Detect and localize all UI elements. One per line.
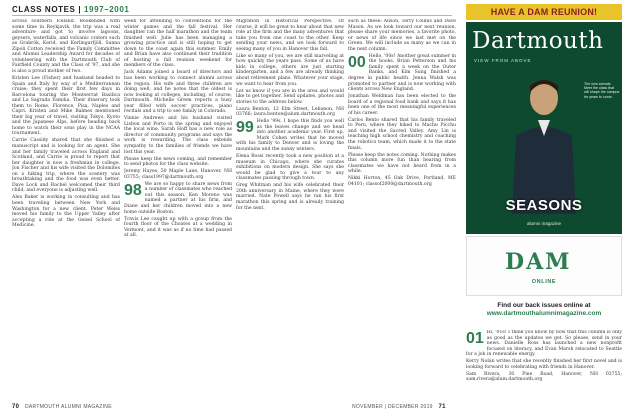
class-note-paragraph: Alex Baker is working in consulting and has been traveling between New York and Washington for a new client. Peter Weiss moved his family to the Upper Valley after accepting a role at the Geisel School of Medicine.: [12, 195, 120, 229]
footer-left: [12, 404, 112, 410]
section-years: 1997–2001: [84, 5, 130, 14]
text-column-2: [124, 19, 232, 397]
class-note-paragraph: Jack Adams joined a board of directors and has been working to connect alumni across the region. His wife and three children are doing well, and he notes that the oldest is now looking at colleges, including, of course, Dartmouth. Michelle Green reports a busy year filled with soccer practices, piano recitals and a trip to see family in Colorado.: [124, 70, 232, 115]
class-year-numeral: 99: [236, 119, 254, 137]
header-rule: [12, 15, 452, 16]
class-note-paragraph: Sam Rivera, 30 Pine Road, Hanover, NH 03755; sam.rivera@alum.dartmouth.org: [466, 371, 622, 383]
page-number-right: 71: [438, 404, 446, 410]
dam-online-logo-box[interactable]: [466, 236, 622, 296]
class-note-paragraph: week for attending to conventions for the winter games and the fall festival. Her daughter ran the half marathon and the team finished well. Julie has been managing a growing practice and is still hoping to get down to the coast again this summer. Emily and Brian have also continued their tradition of hosting a fall reunion weekend for members of the class.: [124, 19, 232, 69]
text-column-5: [466, 330, 622, 402]
class-note-paragraph: Elena Rossi recently took a new position at a museum in Chicago, where she curates exhibitions on modern design. She says she would be glad to give a tour to any classmates passing through town.: [236, 154, 344, 182]
back-issues-text: Find our back issues online at: [497, 302, 591, 309]
cover-headline: SEASONS: [505, 197, 583, 214]
advertisement: [462, 0, 626, 420]
class-note-paragraph: Hello '99s, I hope this finds you well as the leaves change and we head into another academic year. First up, Mark Cohen writes that he moved with his family to Denver and is loving the mountains and the sunny winters.: [236, 119, 344, 153]
section-name: CLASS NOTES: [12, 5, 76, 14]
class-note-paragraph: Travis Lee caught up with a group from the fourth floor of the Choates at a wedding in Vermont, and it was as if no time had passed at all.: [124, 216, 232, 239]
section-separator: |: [78, 5, 84, 14]
class-note-paragraph: Carrie Cassidy shared that she finished a manuscript and is looking for an agent. She and her family traveled across England and Scotland, and Carrie is proud to report that her daughter is now a freshman in college. Jon Fischer and his wife visited the Dolomites on a hiking trip, where the scenery was breathtaking and the food was even better. Dave Lock and Rachel welcomed their third child, and everyone is adjusting well.: [12, 138, 120, 194]
back-issues-url[interactable]: www.dartmouthalumnimagazine.com: [486, 310, 602, 317]
class-note-paragraph: Greg Whitman and his wife celebrated their 20th anniversary in Maine, where they were married. Nate Powell says he ran his first marathon this spring and is already training for the next.: [236, 183, 344, 211]
class-year-numeral: 01: [466, 330, 484, 347]
cover-subtitle: VIEW FROM ABOVE: [474, 58, 532, 63]
class-note-paragraph: Migration in Historical Perspective. Of course, it will be great to hear about that new role at the firm and the many adventures that take you from one coast to the other. Keep sending your news, and we look forward to seeing many of you in Hanover this fall.: [236, 19, 344, 52]
footer-publication: DARTMOUTH ALUMNI MAGAZINE: [24, 404, 112, 410]
class-note-paragraph: Carlos Bento shared that his family traveled to Peru, where they hiked to Machu Picchu and visited the Sacred Valley. Amy Lin is teaching high school chemistry and coaching the robotics team, which made it to the state finals.: [348, 117, 456, 151]
class-note-paragraph: Like so many of you, we are still marveling at how quickly the years pass. Some of us have kids in college, others are just starting kindergarten, and a few are already thinking about retirement plans. Whatever your stage, we want to hear from you.: [236, 53, 344, 87]
cover-tagline: alumni magazine: [526, 221, 562, 226]
cover-figure-illustration: [504, 74, 584, 214]
class-note-paragraph: Kerry Nolan writes that she recently finished her first novel and is looking forward to celebrating with friends in Hanover.: [466, 359, 622, 370]
magazine-cover[interactable]: [466, 22, 622, 234]
footer-issue-date: NOVEMBER | DECEMBER 2019: [352, 404, 433, 410]
dam-logo: DAM: [505, 249, 572, 275]
section-title: [12, 5, 129, 14]
class-note-paragraph: Kristen Lee (Fisher) and husband headed to Spain and Italy by way of a Mediterranean cruise; they spent their first few days in Barcelona touring the Montserrat Basilica and La Sagrada Familia. Their itinerary took them to Rome, Florence, Pisa, Naples and Capri. Kristen and Mike Balmes mentioned their big year of travel, visiting Tokyo, Kyoto and the Japanese Alps, before heading back home to watch their sons play in the NCAA tournament.: [12, 75, 120, 137]
class-note-paragraph: Vinnie Andrews and his husband visited Lisbon and Porto in the spring and enjoyed the local wine. Sarah Hoff has a new role as director of community programs and says the work is rewarding. The class extends sympathy to the families of friends we have lost this year.: [124, 116, 232, 155]
class-note-paragraph: Jonathan Weldman has been elected to the board of a regional food bank and says it has been one of the most meaningful experiences of his career.: [348, 94, 456, 116]
class-note-paragraph: Please keep the news coming, and remember to send photos for the class website.: [124, 156, 232, 168]
back-issues-callout: [466, 298, 622, 324]
class-note-paragraph: Let us know if you are in the area and would like to get together. Send updates, photos and stories to the address below.: [236, 88, 344, 105]
class-note-paragraph: Please keep the notes coming. Nothing makes this column more fun than hearing from classmates we have not heard from in a while.: [348, 152, 456, 175]
text-column-1: [12, 19, 120, 397]
class-note-paragraph: Hi, '01s! I think you know by now that this column is only as good as the updates we get. So please, send in your news. Danielle Ross has launched a new nonprofit focused on literacy, and Evan Marsh relocated to Seattle for a job in renewable energy.: [466, 330, 622, 358]
page-number-left: 70: [12, 404, 20, 410]
class-note-paragraph: We are so happy to share news from a number of classmates who reached out this season. Ken Moreno was named a partner at his firm, and Diane and her children moved into a new home outside Boston.: [124, 181, 232, 215]
class-note-paragraph: Laura Benton, 12 Elm Street, Lebanon, NH 03766; laura.benton@alum.dartmouth.org: [236, 106, 344, 118]
footer-right: [352, 404, 450, 410]
class-year-numeral: 00: [348, 53, 366, 71]
cover-side-text: The new arrivals. Meet the class that will shape the campus for years to come.: [584, 82, 620, 99]
class-note-paragraph: such as these: Alison, Terry Collins and Dave Mason. As we look toward our next reunion, please share your memories, a favorite photo, or news of life since we last met on the Green. We will include as many as we can in the next column.: [348, 19, 456, 52]
reunion-banner[interactable]: HAVE A DAM REUNION!: [466, 4, 622, 20]
class-note-paragraph: Hello, '00s! Another great summer in the books. Brian Petterson and his family spent a week on the Outer Banks, and Kim Sung finished a degree in public health. Jenna Walsh was promoted to partner and is now working with clients across New England.: [348, 53, 456, 93]
class-year-numeral: 98: [124, 181, 142, 199]
class-note-paragraph: across southern Iceland. Bookended with some time in Reykjavik, the trip was a real adventure and got to involve lagoons, geysers, waterfalls, and volcanic craters such as Grabrók, Kerid, and Kerlingarfjöll. Sanna Zipoli Cotton received the Family Committee and Alumni Leadership Award for decades of volunteering with the Dartmouth Club of Fairfield County and the Class of '97, and she is also a proud mother of two.: [12, 19, 120, 74]
text-column-3: [236, 19, 344, 397]
class-note-paragraph: Jeremy Hayes, 50 Maple Lane, Hanover, NH 03755; class1997@dartmouth.org: [124, 169, 232, 180]
class-note-paragraph: Nikki Horton, 45 Oak Drive, Portland, ME 04101; classof2000@dartmouth.org: [348, 176, 456, 187]
dam-online-label: ONLINE: [531, 279, 557, 285]
text-column-4: [348, 19, 456, 397]
cover-masthead: Dartmouth: [472, 28, 604, 54]
